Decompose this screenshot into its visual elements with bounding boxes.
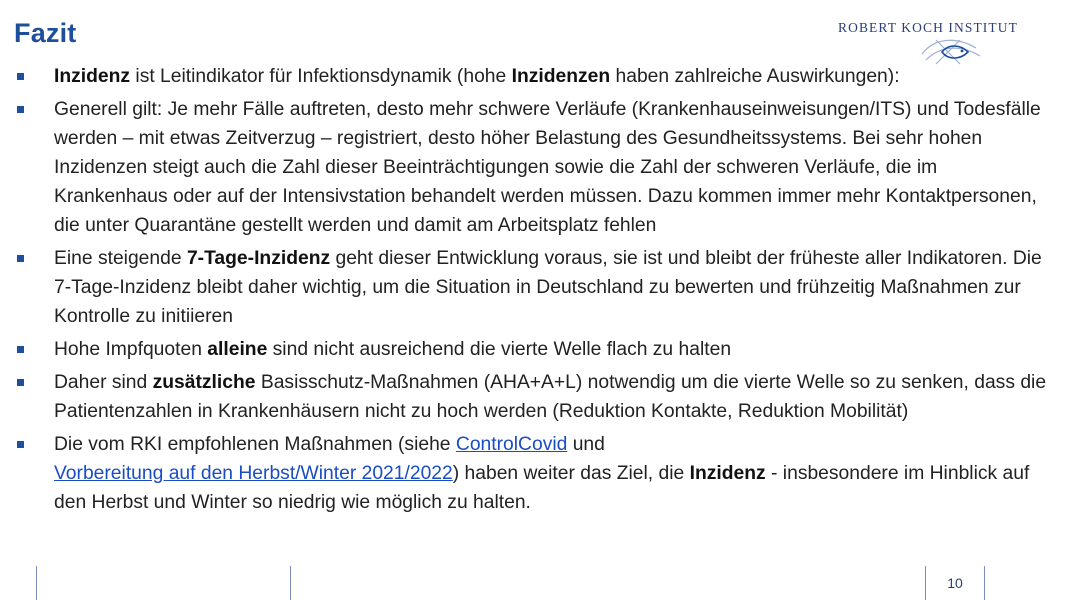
logo-text: ROBERT KOCH INSTITUT [838,20,1018,35]
bullet-text: Die vom RKI empfohlenen Maßnahmen (siehe [54,434,456,455]
slide-title: Fazit [14,18,77,48]
bullet-item [14,368,1054,426]
bullet-bold-text: Inzidenzen [511,66,611,87]
bullet-item [14,95,1054,240]
bullet-item [14,62,1054,91]
bullet-text: Daher sind [54,372,153,393]
bullet-text: Basisschutz-Maßnahmen (AHA+A+L) notwendig um die vierte Welle so zu senken, dass die Patientenzahlen in Krankenhäusern nicht zu hoch werden (Reduktion Kontakte, Reduktion Mobilität) [54,372,1047,422]
bullet-marker-icon [17,255,24,262]
bullet-link[interactable]: Vorbereitung auf den Herbst/Winter 2021/2022 [54,463,453,484]
bullet-text: Hohe Impfquoten [54,339,208,360]
footer-divider-left [36,566,37,600]
bullet-text: Eine steigende [54,248,187,269]
bullet-text: ist Leitindikator für Infektionsdynamik (hohe [130,66,512,87]
bullet-text: haben zahlreiche Auswirkungen): [610,66,900,87]
bullet-list [14,62,1054,521]
bullet-bold-text: alleine [207,339,268,360]
bullet-marker-icon [17,379,24,386]
bullet-text: und [567,434,605,455]
bullet-item [14,430,1054,517]
bullet-item [14,335,1054,364]
bullet-link[interactable]: ControlCovid [455,434,568,455]
bullet-bold-text: Inzidenz [689,463,766,484]
bullet-text: Generell gilt: Je mehr Fälle auftreten, desto mehr schwere Verläufe (Krankenhauseinweisungen/ITS) und Todesfälle werden – mit etwas Zeitverzug – registriert, desto höher Belastung des Gesundheitssystems. Bei sehr hohen Inzidenzen steigt auch die Zahl dieser Beeinträchtigungen sowie die Zahl der schweren Verläufe, die im Krankenhaus oder auf der Intensivstation behandelt werden müssen. Dazu kommen immer mehr Kontaktpersonen, die unter Quarantäne gestellt werden und damit am Arbeitsplatz fehlen [54,99,1041,236]
bullet-marker-icon [17,441,24,448]
bullet-text: sind nicht ausreichend die vierte Welle flach zu halten [267,339,732,360]
page-number: 10 [925,566,985,600]
bullet-bold-text: zusätzliche [152,372,256,393]
rki-logo [838,18,1018,66]
bullet-text: - insbesondere im Hinblick auf den Herbst und Winter so niedrig wie möglich zu halten. [54,463,1030,513]
footer-divider-middle [290,566,291,600]
bullet-marker-icon [17,346,24,353]
bullet-marker-icon [17,73,24,80]
bullet-bold-text: 7-Tage-Inzidenz [186,248,331,269]
bullet-marker-icon [17,106,24,113]
bullet-bold-text: Inzidenz [54,66,131,87]
bullet-item [14,244,1054,331]
bullet-text: ) haben weiter das Ziel, die [452,463,690,484]
bullet-text: geht dieser Entwicklung voraus, sie ist und bleibt der früheste aller Indikatoren. Die 7-Tage-Inzidenz bleibt daher wichtig, um die Situation in Deutschland zu bewerten und frühzeitig Maßnahmen zur Kontrolle zu initiieren [54,248,1042,327]
